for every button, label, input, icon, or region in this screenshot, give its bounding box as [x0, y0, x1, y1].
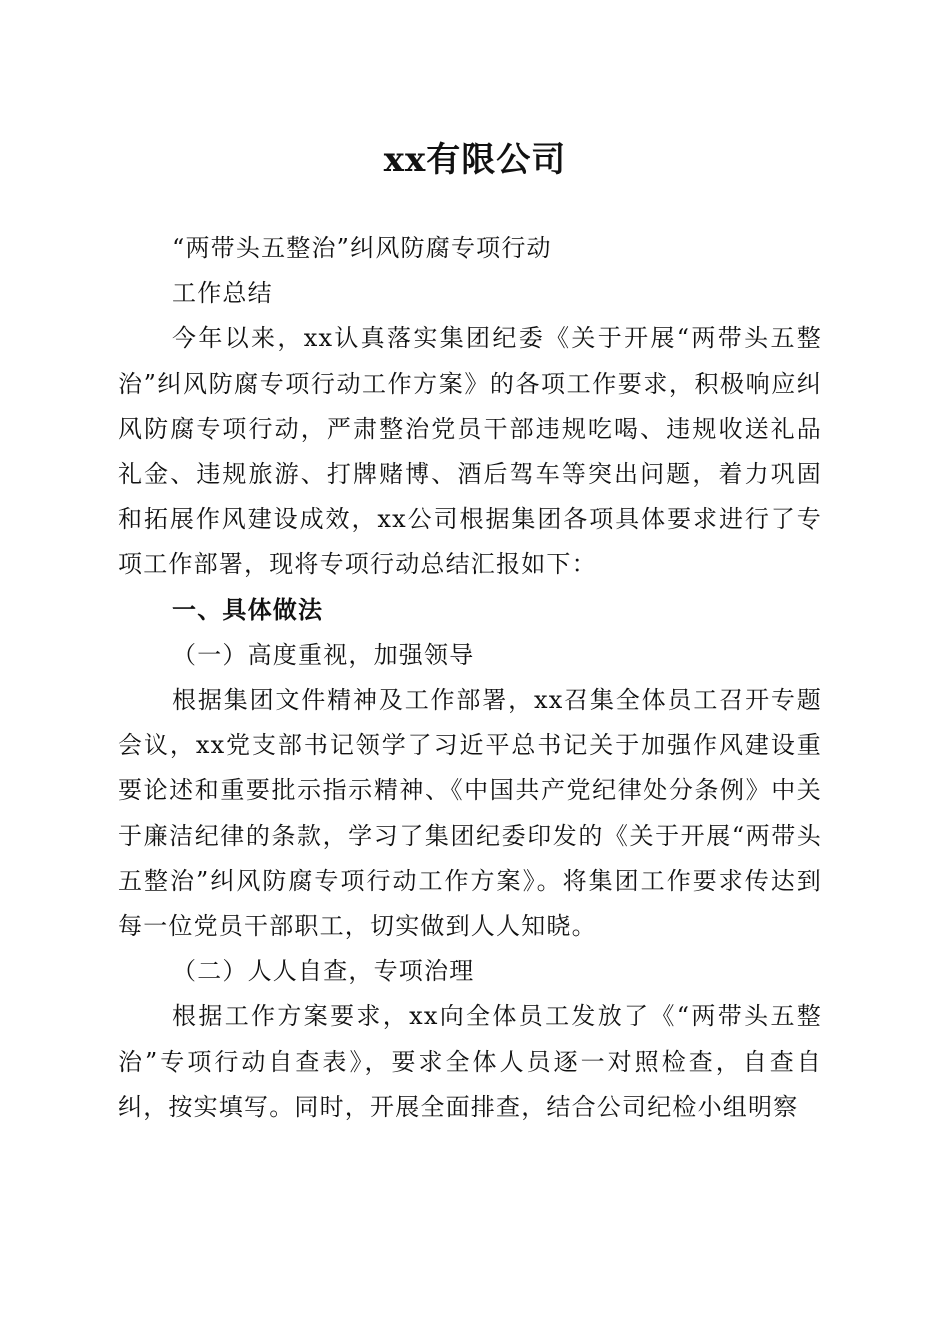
- subsection-2-paragraph: 根据工作方案要求，xx向全体员工发放了《“两带头五整治”专项行动自查表》，要求全体人员逐一对照检查，自查自纠，按实填写。同时，开展全面排查，结合公司纪检小组明察: [118, 1002, 822, 1121]
- subsection-heading-2: （二）人人自查，专项治理: [172, 957, 475, 986]
- subtitle-line-2: 工作总结: [172, 279, 273, 308]
- subtitle-line-1: “两带头五整治”纠风防腐专项行动: [172, 234, 552, 262]
- subsection-heading-1: （一）高度重视，加强领导: [172, 640, 475, 669]
- document-body: [118, 226, 822, 1130]
- subsection-1-paragraph: 根据集团文件精神及工作部署，xx召集全体员工召开专题会议，xx党支部书记领学了习近平总书记关于加强作风建设重要论述和重要批示指示精神、《中国共产党纪律处分条例》中关于廉洁纪律的条款，学习了集团纪委印发的《关于开展“两带头五整治”纠风防腐专项行动工作方案》。将集团工作要求传达到每一位党员干部职工，切实做到人人知晓。: [118, 686, 822, 941]
- section-heading-1: 一、具体做法: [172, 595, 324, 624]
- intro-paragraph: 今年以来，xx认真落实集团纪委《关于开展“两带头五整治”纠风防腐专项行动工作方案》的各项工作要求，积极响应纠风防腐专项行动，严肃整治党员干部违规吃喝、违规收送礼品礼金、违规旅游、打牌赌博、酒后驾车等突出问题，着力巩固和拓展作风建设成效，xx公司根据集团各项具体要求进行了专项工作部署，现将专项行动总结汇报如下：: [118, 324, 822, 579]
- company-title: xx有限公司: [383, 140, 567, 180]
